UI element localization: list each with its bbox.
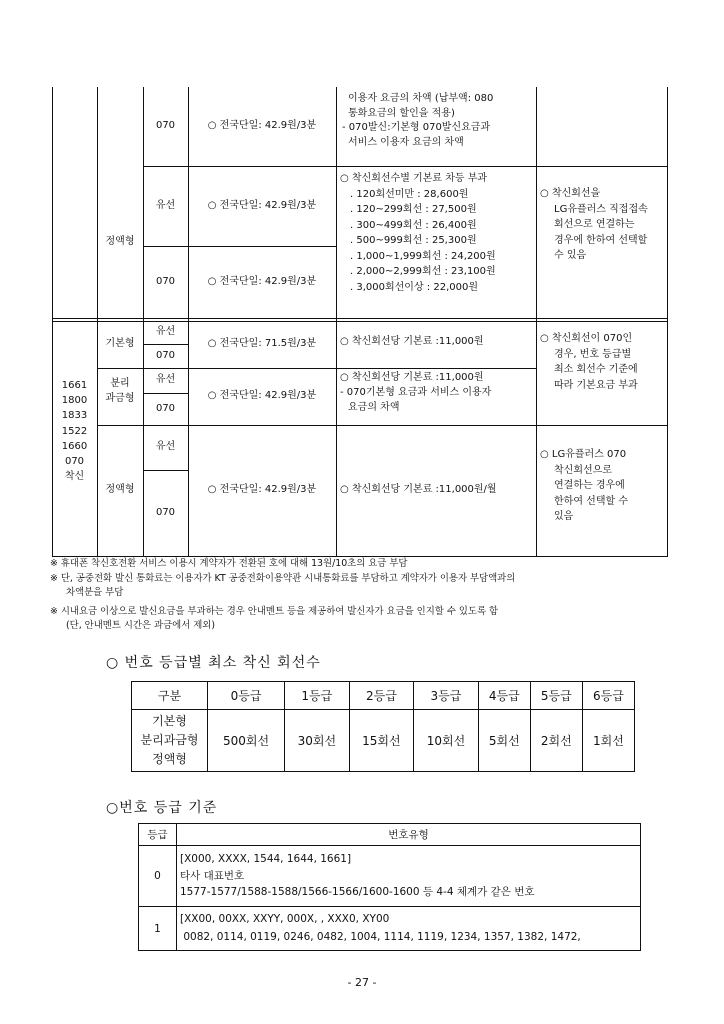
grade-criteria-table [138,823,641,951]
row-label: 기본형 분리과금형 정액형 [132,710,208,772]
table-header: 5등급 [530,682,582,710]
page-number: - 27 - [347,976,377,989]
table-cell: 500회선 [208,710,285,772]
table-header: 0등급 [208,682,285,710]
type-070-cell: 070 [155,120,176,132]
table-header: 구분 [132,682,208,710]
table-cell: 15회선 [349,710,414,772]
table-cell: 10회선 [414,710,479,772]
table-cell: 30회선 [285,710,350,772]
rate-cell: ○ 전국단일: 42.9원/3분 [207,199,317,211]
note-cell: 이용자 요금의 차액 (납부액: 080 통화요금의 할인을 적용) - 070발신:기본형 070발신요금과 서비스 이용자 요금의 차액 [342,93,494,148]
footnote: ※ 휴대폰 착신호전환 서비스 이용시 계약자가 전환된 호에 대해 13원/10초의 요금 부담 [50,558,408,569]
basic-split-remark: ○ 착신회선이 070인 경우, 번호 등급별 최소 회선수 기준에 따라 기본요금 부과 [540,333,638,391]
incoming-number-label: 1661 1800 1833 1522 1660 070 착신 [61,380,88,483]
tiered-fee-list: ○ 착신회선수별 기본료 차등 부과 . 120회선미만 : 28,600원 . 120~299회선 : 27,500원 . 300~499회선 : 26,400원 . 500~999회선 : 25,300원 . 1,000~1,999회선 : 24,200원 . 2,000~2,999회선 : 23,100원 . 3,000회선이상 : 22,000원 [340,173,496,293]
table-cell: 2회선 [530,710,582,772]
type-wired-cell: 유선 [155,441,176,453]
grade-min-lines-table [131,681,635,772]
number-type-cell: [X000, XXXX, 1544, 1644, 1661] 타사 대표번호 1577-1577/1588-1588/1566-1566/1600-1600 등 4-4 체계가 같은 번호 [177,846,641,907]
rate-cell: ○ 전국단일: 71.5원/3분 [207,338,317,350]
type-wired-cell: 유선 [155,199,176,211]
table-cell: 1회선 [582,710,634,772]
rate-cell: ○ 전국단일: 42.9원/3분 [207,390,317,402]
flat2-fee: ○ 착신회선당 기본료 :11,000원/월 [340,484,497,495]
table-header: 3등급 [414,682,479,710]
rate-cell: ○ 전국단일: 42.9원/3분 [207,120,317,132]
flat2-remark: ○ LG유플러스 070 착신회선으로 연결하는 경우에 한하여 선택할 수 있음 [540,449,628,522]
flat-type-label: 정액형 [105,484,135,496]
grade-cell: 1 [139,907,177,951]
footnote: ※ 단, 공중전화 발신 통화료는 이용자가 KT 공중전화이용약관 시내통화료를 부담하고 계약자가 이용자 부담액과의 [50,573,516,584]
type-070-cell: 070 [155,506,176,518]
section-title-grade-criteria: ○번호 등급 기준 [106,800,218,816]
flat-type-label: 정액형 [105,235,135,247]
footnote: (단, 안내멘트 시간은 과금에서 제외) [66,620,216,631]
type-070-cell: 070 [155,349,176,361]
footnote: 차액분을 부담 [66,587,124,598]
basic-type-label: 기본형 [105,338,135,350]
table-header: 6등급 [582,682,634,710]
type-wired-cell: 유선 [155,326,176,338]
footnote: ※ 시내요금 이상으로 발신요금을 부과하는 경우 안내멘트 등을 제공하여 발신자가 요금을 인지할 수 있도록 함 [50,606,499,617]
type-070-cell: 070 [155,402,176,414]
table-header: 등급 [139,824,177,846]
flat-remark: ○ 착신회선을 LG유플러스 직접접속 회선으로 연결하는 경우에 한하여 선택할 수 있음 [540,188,648,261]
basic-fee: ○ 착신회선당 기본료 :11,000원 [340,336,484,347]
split-fee: ○ 착신회선당 기본료 :11,000원 - 070기본형 요금과 서비스 이용자 요금의 차액 [340,372,492,413]
rate-cell: ○ 전국단일: 42.9원/3분 [207,484,317,496]
grade-cell: 0 [139,846,177,907]
split-type-label: 분리 과금형 [105,378,135,404]
table-header: 2등급 [349,682,414,710]
type-070-cell: 070 [155,275,176,287]
number-type-cell: [XX00, 00XX, XXYY, 000X, , XXX0, XY00 0082, 0114, 0119, 0246, 0482, 1004, 1114, 1119, 1234, 1357, 1382, 1472, [177,907,641,951]
table-header: 4등급 [478,682,530,710]
type-wired-cell: 유선 [155,374,176,386]
table-header: 1등급 [285,682,350,710]
table-cell: 5회선 [478,710,530,772]
section-title-grade-min-lines: ○ 번호 등급별 최소 착신 회선수 [106,655,321,671]
rate-cell: ○ 전국단일: 42.9원/3분 [207,275,317,287]
table-header: 번호유형 [177,824,641,846]
